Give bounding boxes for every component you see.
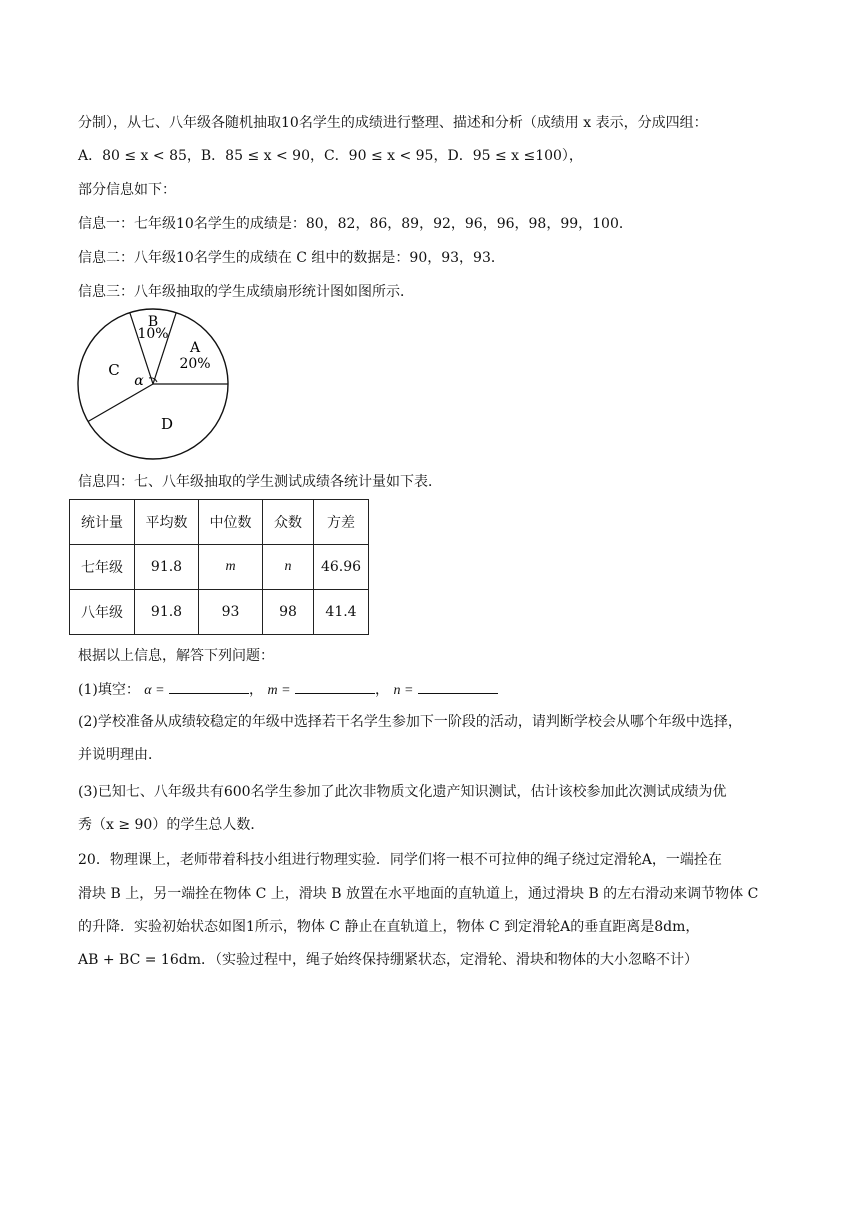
info-three: 信息三：八年级抽取的学生成绩扇形统计图如图所示． <box>78 284 414 300</box>
n-answer-blank[interactable] <box>418 679 498 694</box>
alpha-arc <box>149 378 157 382</box>
label-A-pct: 20% <box>179 356 211 372</box>
question-1 <box>78 679 498 701</box>
text-line-1: 分制），从七、八年级各随机抽取10名学生的成绩进行整理、描述和分析（成绩用 x 表示，分成四组： <box>78 115 708 131</box>
q1-prefix: (1)填空： <box>78 682 140 698</box>
label-alpha: α <box>134 373 144 389</box>
table-cell: 91.8 <box>135 590 199 635</box>
question-intro: 根据以上信息，解答下列问题： <box>78 648 274 664</box>
table-header-cell: 统计量 <box>70 500 135 545</box>
question-2: (2)学校准备从成绩较稳定的年级中选择若干名学生参加下一阶段的活动，请判断学校会从哪个年级中选择， <box>78 714 742 730</box>
table-header-cell: 方差 <box>314 500 369 545</box>
problem-20-line-3: 的升降．实验初始状态如图1所示，物体 C 静止在直轨道上，物体 C 到定滑轮A的垂直距离是8dm， <box>78 919 700 935</box>
table-row <box>70 590 369 635</box>
label-B: B <box>147 314 159 330</box>
table-header-cell: 平均数 <box>135 500 199 545</box>
table-header-cell: 中位数 <box>199 500 263 545</box>
statistics-table <box>69 499 369 635</box>
m-label: m = <box>267 683 291 698</box>
info-four: 信息四：七、八年级抽取的学生测试成绩各统计量如下表． <box>78 474 442 490</box>
label-C: C <box>108 361 120 379</box>
table-cell: 46.96 <box>314 545 369 590</box>
table-cell: m <box>199 545 263 590</box>
problem-20-line-4: AB + BC = 16dm．（实验过程中，绳子始终保持绷紧状态，定滑轮、滑块和物体的大小忽略不计） <box>78 952 698 968</box>
info-one: 信息一：七年级10名学生的成绩是：80，82，86，89，92，96，96，98，99，100． <box>78 216 633 232</box>
alpha-label: α = <box>144 683 165 698</box>
table-cell: 七年级 <box>70 545 135 590</box>
table-row <box>70 545 369 590</box>
text-line-3: 部分信息如下： <box>78 182 176 198</box>
label-A: A <box>189 340 201 356</box>
table-cell: n <box>263 545 314 590</box>
alpha-answer-blank[interactable] <box>169 679 249 694</box>
question-3-cont: 秀（x ≥ 90）的学生总人数． <box>78 817 265 833</box>
table-header-row <box>70 500 369 545</box>
m-answer-blank[interactable] <box>295 679 375 694</box>
boundary-C-D <box>88 384 153 422</box>
problem-20: 20．物理课上，老师带着科技小组进行物理实验．同学们将一根不可拉伸的绳子绕过定滑轮A，一端拴在 <box>78 852 722 868</box>
pie-chart <box>74 306 239 462</box>
table-header-cell: 众数 <box>263 500 314 545</box>
label-B-pct: 10% <box>137 326 169 342</box>
table-cell: 98 <box>263 590 314 635</box>
table-cell: 91.8 <box>135 545 199 590</box>
group-definitions: A．80 ≤ x < 85，B．85 ≤ x < 90，C．90 ≤ x < 95，D．95 ≤ x ≤100）， <box>78 148 583 164</box>
table-cell: 41.4 <box>314 590 369 635</box>
label-D: D <box>160 415 174 433</box>
n-label: n = <box>393 683 414 698</box>
table-cell: 八年级 <box>70 590 135 635</box>
separator: ， <box>375 682 390 698</box>
question-3: (3)已知七、八年级共有600名学生参加了此次非物质文化遗产知识测试，估计该校参加此次测试成绩为优 <box>78 784 727 800</box>
separator: ， <box>249 682 264 698</box>
info-two: 信息二：八年级10名学生的成绩在 C 组中的数据是：90，93，93． <box>78 250 505 266</box>
problem-20-line-2: 滑块 B 上，另一端拴在物体 C 上，滑块 B 放置在水平地面的直轨道上，通过滑块 B 的左右滑动来调节物体 C <box>78 886 759 902</box>
question-2-cont: 并说明理由． <box>78 747 162 763</box>
table-cell: 93 <box>199 590 263 635</box>
